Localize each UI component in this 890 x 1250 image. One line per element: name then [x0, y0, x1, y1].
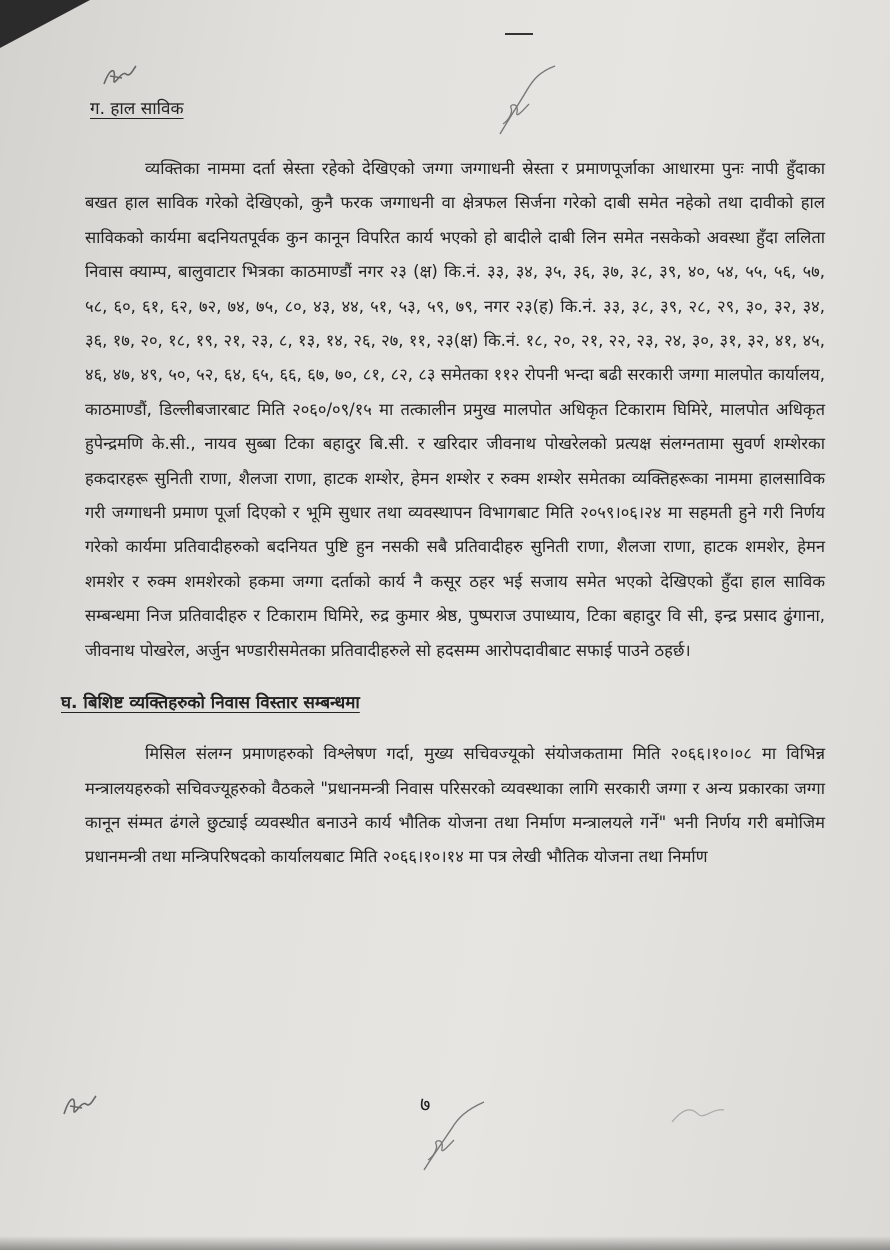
section-g-paragraph: व्यक्तिका नाममा दर्ता स्रेस्ता रहेको देखिएको जग्गा जग्गाधनी स्रेस्ता र प्रमाणपूर्जाका आधारमा पुनः नापी हुँदाका बखत हाल साविक गरेको देखिएको, कुनै फरक जग्गाधनी वा क्षेत्रफल सिर्जना गरेको दाबी समेत नहेको तथा दावीको हाल साविकको कार्यमा बदनियतपूर्वक कुन कानून विपरित कार्य भएको हो बादीले दाबी लिन समेत नसकेको अवस्था हुँदा ललिता निवास क्याम्प, बालुवाटार भित्रका काठमाण्डौं नगर २३ (क्ष) कि.नं. ३३, ३४, ३५, ३६, ३७, ३८, ३९, ४०, ५४, ५५, ५६, ५७, ५८, ६०, ६१, ६२, ७२, ७४, ७५, ८०, ४३, ४४, ५१, ५३, ५९, ७९, नगर २३(ह) कि.नं. ३३, ३८, ३९, २८, २९, ३०, ३२, ३४, ३६, १७, २०, १८, १९, २१, २३, ८, १३, १४, २६, २७, ११, २३(क्ष) कि.नं. १८, २०, २१, २२, २३, २४, ३०, ३१, ३२, ४१, ४५, ४६, ४७, ४९, ५०, ५२, ६४, ६५, ६६, ६७, ७०, ८१, ८२, ८३ समेतका ११२ रोपनी भन्दा बढी सरकारी जग्गा मालपोत कार्यालय, काठमाण्डौं, डिल्लीबजारबाट मिति २०६०/०९/१५ मा तत्कालीन प्रमुख मालपोत अधिकृत टिकाराम घिमिरे, मालपोत अधिकृत हुपेन्द्रमणि के.सी., नायव सुब्बा टिका बहादुर बि.सी. र खरिदार जीवनाथ पोखरेलको प्रत्यक्ष संलग्नतामा सुवर्ण शम्शेरका हकदारहरू सुनिती राणा, शैलजा राणा, हाटक शम्शेर, हेमन शम्शेर र रुक्म शम्शेर समेतका व्यक्तिहरूका नाममा हालसाविक गरी जग्गाधनी प्रमाण पूर्जा दिएको र भूमि सुधार तथा व्यवस्थापन विभागबाट मिति २०५९।०६।२४ मा सहमती हुने गरी निर्णय गरेको कार्यमा प्रतिवादीहरुको बदनियत पुष्टि हुन नसकी सबै प्रतिवादीहरु सुनिती राणा, शैलजा राणा, हाटक शमशेर, हेमन शमशेर र रुक्म शमशेरको हकमा जग्गा दर्ताको कार्य नै कसूर ठहर भई सजाय समेत भएको देखिएको हुँदा हाल साविक सम्बन्धमा निज प्रतिवादीहरु र टिकाराम घिमिरे, रुद्र कुमार श्रेष्ठ, पुष्पराज उपाध्याय, टिका बहादुर वि सी, इन्द्र प्रसाद ढुंगाना, जीवनाथ पोखरेल, अर्जुन भण्डारीसमेतका प्रतिवादीहरुले सो हदसम्म आरोपदावीबाट सफाई पाउने ठहर्छ।: [85, 159, 825, 660]
signature-initial-bottom: [60, 1090, 100, 1122]
section-g-heading: ग. हाल साविक: [90, 99, 184, 119]
section-gh-heading: घ. बिशिष्ट व्यक्तिहरुको निवास विस्तार सम्बन्धमा: [61, 693, 360, 714]
signature-initial-top: [100, 62, 140, 92]
page-number: ७: [420, 1092, 431, 1116]
scan-shadow-corner: [0, 0, 90, 48]
scan-shadow-bottom: [0, 1236, 890, 1250]
header-dash: [505, 33, 533, 35]
faint-mark-bottom-right: [668, 1100, 728, 1130]
section-gh-paragraph: मिसिल संलग्न प्रमाणहरुको विश्लेषण गर्दा, मुख्य सचिवज्यूको संयोजकतामा मिति २०६६।१०।०८ मा विभिन्न मन्त्रालयहरुको सचिवज्यूहरुको वैठकले "प्रधानमन्त्री निवास परिसरको व्यवस्थाका लागि सरकारी जग्गा र अन्य प्रकारका जग्गा कानून संम्मत ढंगले छुट्याई व्यवस्थीत बनाउने कार्य भौतिक योजना तथा निर्माण मन्त्रालयले गर्ने" भनी निर्णय गरी बमोजिम प्रधानमन्त्री तथा मन्त्रिपरिषदको कार्यालयबाट मिति २०६६।१०।१४ मा पत्र लेखी भौतिक योजना तथा निर्माण: [85, 744, 825, 867]
document-body: [61, 96, 825, 875]
